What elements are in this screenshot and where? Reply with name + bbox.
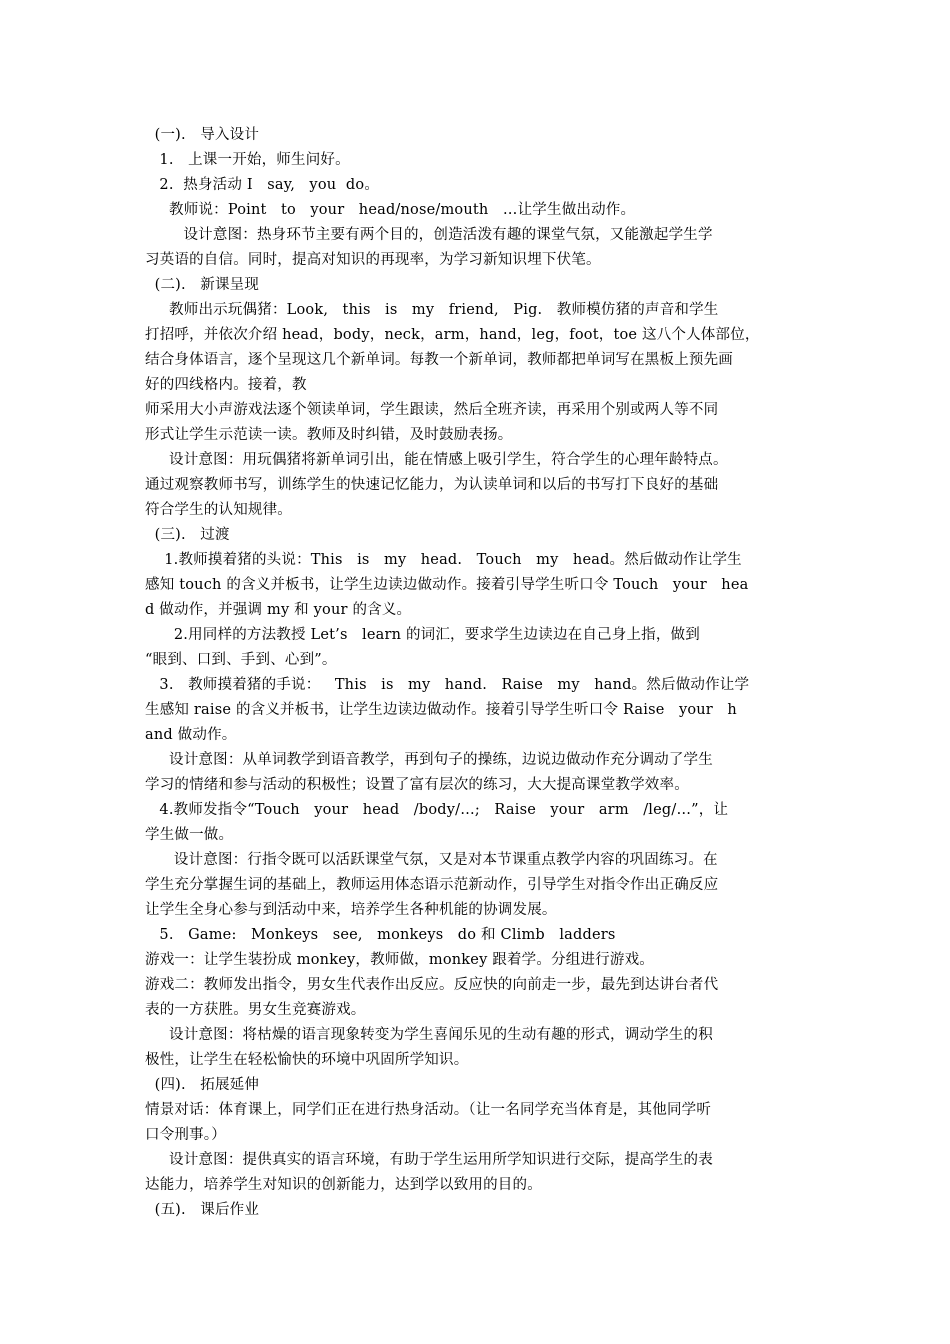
text-line: 师采用大小声游戏法逐个领读单词，学生跟读，然后全班齐读，再采用个别或两人等不同: [145, 402, 719, 418]
text-line: (三). 过渡: [145, 527, 230, 543]
text-line: 情景对话：体育课上，同学们正在进行热身活动。（让一名同学充当体育是，其他同学听: [145, 1102, 712, 1118]
text-line: 极性，让学生在轻松愉快的环境中巩固所学知识。: [145, 1052, 469, 1068]
text-line: 设计意图：提供真实的语言环境，有助于学生运用所学知识进行交际，提高学生的表: [145, 1152, 713, 1168]
text-line: 习英语的自信。同时，提高对知识的再现率，为学习新知识埋下伏笔。: [145, 252, 601, 268]
text-line: 口令刑事。）: [145, 1127, 226, 1143]
text-line: 生感知 raise 的含义并板书，让学生边读边做动作。接着引导学生听口令 Raise your h: [145, 702, 737, 718]
text-line: 教师说：Point to your head/nose/mouth …让学生做出动作。: [145, 202, 636, 218]
text-line: and 做动作。: [145, 727, 237, 743]
text-line: 游戏一：让学生装扮成 monkey，教师做，monkey 跟着学。分组进行游戏。: [145, 952, 654, 968]
text-line: 1. 上课一开始，师生问好。: [145, 152, 350, 168]
text-line: 表的一方获胜。男女生竞赛游戏。: [145, 1002, 366, 1018]
text-line: 游戏二：教师发出指令，男女生代表作出反应。反应快的向前走一步，最先到达讲台者代: [145, 977, 719, 993]
text-line: 学生做一做。: [145, 827, 234, 843]
text-line: 学习的情绪和参与活动的积极性；设置了富有层次的练习，大大提高课堂教学效率。: [145, 777, 689, 793]
text-line: 教师出示玩偶猪：Look, this is my friend, Pig. 教师模仿猪的声音和学生: [145, 302, 719, 318]
text-line: (二). 新课呈现: [145, 277, 260, 293]
text-line: 形式让学生示范读一读。教师及时纠错，及时鼓励表扬。: [145, 427, 513, 443]
text-line: 好的四线格内。接着，教: [145, 377, 307, 393]
text-line: 通过观察教师书写，训练学生的快速记忆能力，为认读单词和以后的书写打下良好的基础: [145, 477, 719, 493]
text-line: (一). 导入设计: [145, 127, 260, 143]
text-line: 2. 热身活动 I say, you do。: [145, 177, 380, 193]
text-line: 符合学生的认知规律。: [145, 502, 292, 518]
text-line: 感知 touch 的含义并板书，让学生边读边做动作。接着引导学生听口令 Touch your hea: [145, 577, 749, 593]
text-line: 1.教师摸着猪的头说：This is my head. Touch my head。然后做动作让学生: [145, 552, 742, 568]
text-line: “眼到、口到、手到、心到”。: [145, 652, 337, 668]
text-line: 设计意图：行指令既可以活跃课堂气氛，又是对本节课重点教学内容的巩固练习。在: [145, 852, 718, 868]
text-line: 让学生全身心参与到活动中来，培养学生各种机能的协调发展。: [145, 902, 557, 918]
text-line: d 做动作，并强调 my 和 your 的含义。: [145, 602, 412, 618]
text-line: 学生充分掌握生词的基础上，教师运用体态语示范新动作，引导学生对指令作出正确反应: [145, 877, 719, 893]
text-line: 设计意图：将枯燥的语言现象转变为学生喜闻乐见的生动有趣的形式，调动学生的积: [145, 1027, 713, 1043]
text-line: 2.用同样的方法教授 Let’s learn 的词汇，要求学生边读边在自己身上指，做到: [145, 627, 700, 643]
text-line: 3. 教师摸着猪的手说： This is my hand. Raise my hand。然后做动作让学: [145, 677, 750, 693]
text-line: (五). 课后作业: [145, 1202, 260, 1218]
text-line: 设计意图：从单词教学到语音教学，再到句子的操练，边说边做动作充分调动了学生: [145, 752, 713, 768]
text-line: 设计意图：热身环节主要有两个目的，创造活泼有趣的课堂气氛，又能激起学生学: [145, 227, 713, 243]
text-line: 结合身体语言，逐个呈现这几个新单词。每教一个新单词，教师都把单词写在黑板上预先画: [145, 352, 733, 368]
text-line: 设计意图：用玩偶猪将新单词引出，能在情感上吸引学生，符合学生的心理年龄特点。: [145, 452, 728, 468]
text-line: 打招呼，并依次介绍 head，body，neck，arm，hand，leg，foot，toe 这八个人体部位，: [145, 327, 760, 343]
text-line: 达能力，培养学生对知识的创新能力，达到学以致用的目的。: [145, 1177, 542, 1193]
text-line: (四). 拓展延伸: [145, 1077, 260, 1093]
text-line: 4.教师发指令“Touch your head /body/…; Raise your arm /leg/…”，让: [145, 802, 729, 818]
text-line: 5. Game: Monkeys see, monkeys do 和 Climb ladders: [145, 927, 616, 943]
